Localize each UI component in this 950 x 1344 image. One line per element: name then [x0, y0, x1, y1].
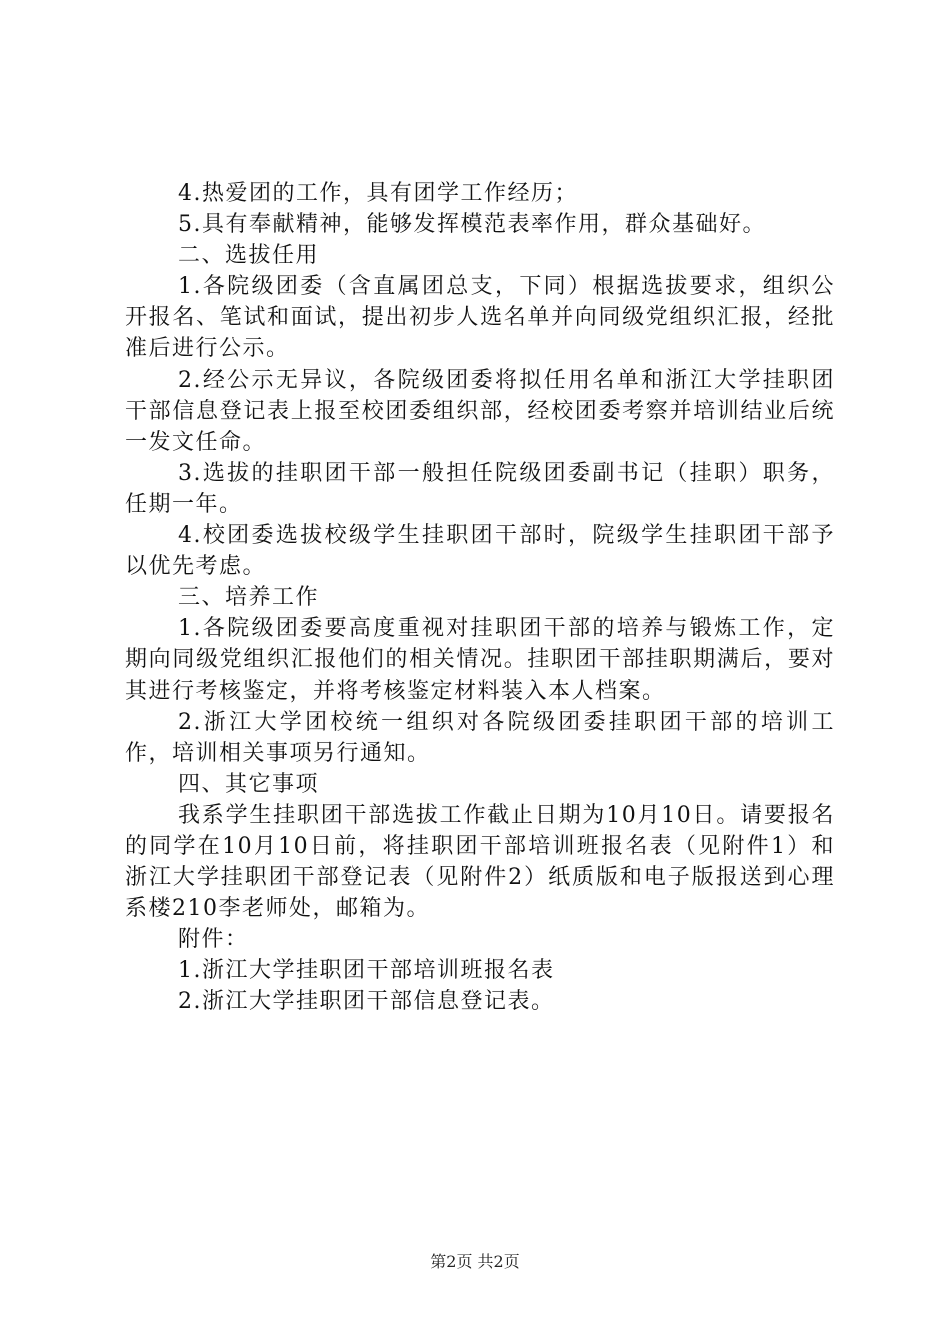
paragraph-selection-2: 2.经公示无异议，各院级团委将拟任用名单和浙江大学挂职团干部信息登记表上报至校团委组织部，经校团委考察并培训结业后统一发文任命。: [125, 367, 835, 455]
section-heading-selection: 二、选拔任用: [178, 243, 320, 269]
attachments-heading: 附件：: [178, 927, 249, 953]
paragraph-requirement-4: 4.热爱团的工作，具有团学工作经历；: [178, 181, 578, 206]
attachment-item-2: 2.浙江大学挂职团干部信息登记表。: [178, 989, 555, 1015]
section-heading-other: 四、其它事项: [178, 771, 320, 797]
paragraph-selection-4: 4.校团委选拔校级学生挂职团干部时，院级学生挂职团干部予以优先考虑。: [125, 523, 835, 580]
paragraph-training-2: 2.浙江大学团校统一组织对各院级团委挂职团干部的培训工作，培训相关事项另行通知。: [125, 709, 835, 766]
paragraph-selection-3: 3.选拔的挂职团干部一般担任院级团委副书记（挂职）职务，任期一年。: [125, 460, 835, 517]
paragraph-selection-1: 1.各院级团委（含直属团总支，下同）根据选拔要求，组织公开报名、笔试和面试，提出初步人选名单并向同级党组织汇报，经批准后进行公示。: [125, 274, 835, 362]
document-body: [125, 178, 835, 1018]
section-heading-training: 三、培养工作: [178, 585, 320, 611]
page-footer: 第2页 共2页: [430, 1252, 520, 1271]
attachment-item-1: 1.浙江大学挂职团干部培训班报名表: [178, 958, 555, 984]
paragraph-requirement-5: 5.具有奉献精神，能够发挥模范表率作用，群众基础好。: [178, 212, 766, 238]
paragraph-training-1: 1.各院级团委要高度重视对挂职团干部的培养与锻炼工作，定期向同级党组织汇报他们的相关情况。挂职团干部挂职期满后，要对其进行考核鉴定，并将考核鉴定材料装入本人档案。: [125, 616, 835, 704]
paragraph-other-1: 我系学生挂职团干部选拔工作截止日期为10月10日。请要报名的同学在10月10日前，将挂职团干部培训班报名表（见附件1）和浙江大学挂职团干部登记表（见附件2）纸质版和电子版报送到心理系楼210李老师处，邮箱为。: [125, 802, 835, 922]
